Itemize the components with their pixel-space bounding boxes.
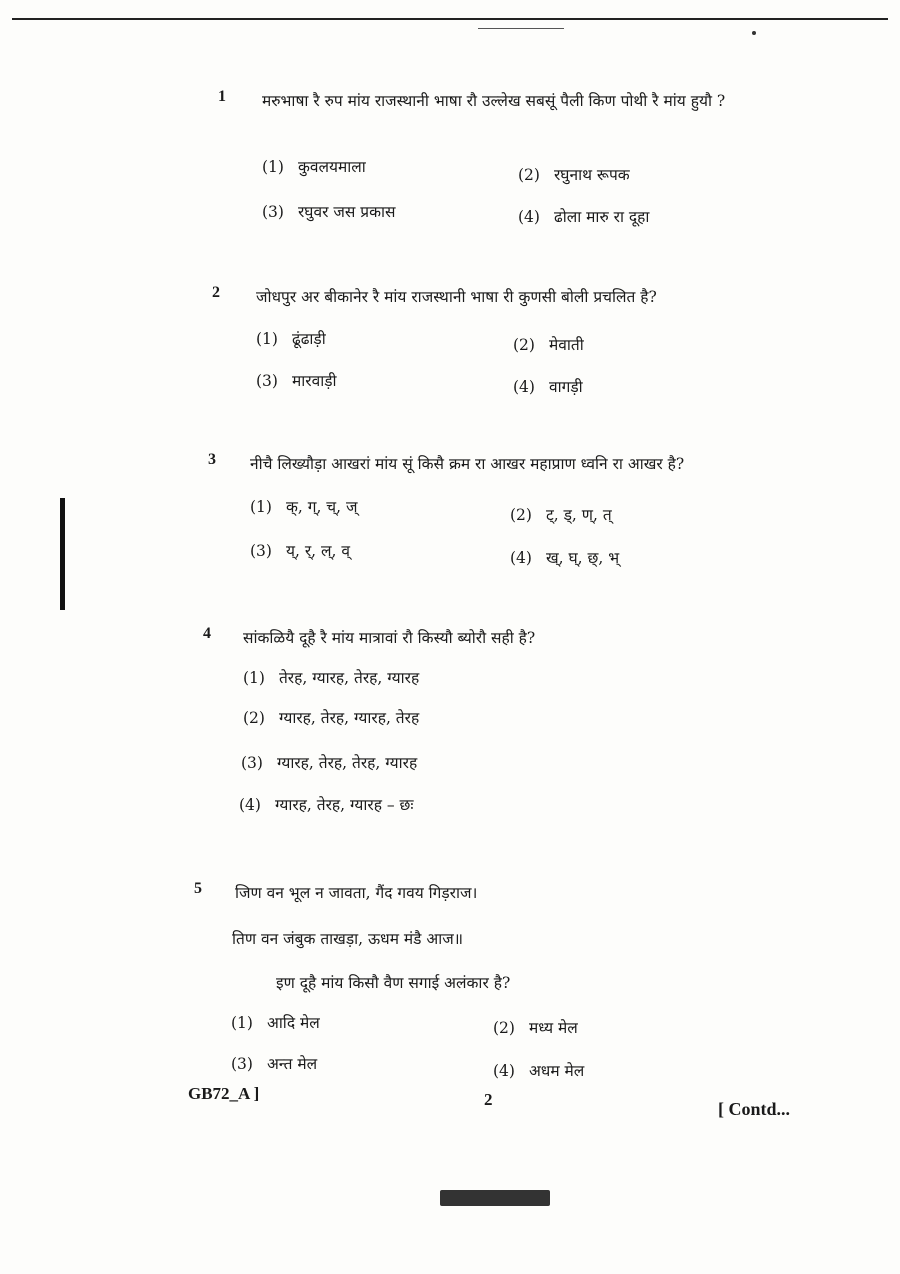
option-2: (2) ग्यारह, तेरह, ग्यारह, तेरह [243,709,420,727]
option-1: (1) आदि मेल [231,1014,320,1032]
question-text: मरुभाषा रै रुप मांय राजस्थानी भाषा रौ उल्लेख सबसूं पैली किण पोथी रै मांय हुयौ ? [262,92,726,110]
verse-line-2: तिण वन जंबुक ताखड़ा, ऊधम मंडै आज॥ [232,930,464,948]
top-mark [478,28,564,29]
page-number: 2 [484,1090,493,1109]
question-number: 1 [218,88,226,105]
binding-mark [60,498,65,610]
option-3: (3) अन्त मेल [231,1055,318,1073]
option-1: (1) क्, ग्, च्, ज् [250,498,358,516]
option-2: (2) मेवाती [513,336,584,354]
option-4: (4) ढोला मारु रा दूहा [518,208,650,226]
option-4: (4) ग्यारह, तेरह, ग्यारह – छः [239,796,414,814]
option-4: (4) ख्, घ्, छ्, भ् [510,549,620,567]
option-2: (2) ट्, ड्, ण्, त् [510,506,612,524]
option-3: (3) ग्यारह, तेरह, तेरह, ग्यारह [241,754,418,772]
printer-stamp [440,1190,550,1206]
option-4: (4) वागड़ी [513,378,583,396]
option-4: (4) अधम मेल [493,1062,585,1080]
verse-line-1: जिण वन भूल न जावता, गैंद गवय गिड़राज। [235,884,478,902]
option-3: (3) रघुवर जस प्रकास [262,203,396,221]
option-1: (1) तेरह, ग्यारह, तेरह, ग्यारह [243,669,420,687]
option-2: (2) मध्य मेल [493,1019,578,1037]
question-text: सांकळियै दूहै रै मांय मात्रावां रौ किस्यौ ब्योरौ सही है? [243,629,536,647]
paper-code: GB72_A ] [188,1084,260,1103]
question-number: 3 [208,451,216,468]
question-text: इण दूहै मांय किसौ वैण सगाई अलंकार है? [276,974,511,992]
option-3: (3) मारवाड़ी [256,372,337,390]
continued-label: [ Contd... [718,1099,791,1119]
question-number: 5 [194,880,202,897]
question-number: 2 [212,284,220,301]
question-text: नीचै लिख्यौड़ा आखरां मांय सूं किसै क्रम रा आखर महाप्राण ध्वनि रा आखर है? [250,455,685,473]
option-1: (1) ढूंढाड़ी [256,330,326,348]
option-1: (1) कुवलयमाला [262,158,366,176]
option-3: (3) य्, र्, ल्, व् [250,542,350,560]
option-2: (2) रघुनाथ रूपक [518,166,630,184]
top-rule [12,18,888,20]
scan-dot [752,31,756,35]
question-number: 4 [203,625,211,642]
question-text: जोधपुर अर बीकानेर रै मांय राजस्थानी भाषा री कुणसी बोली प्रचलित है? [256,288,657,306]
